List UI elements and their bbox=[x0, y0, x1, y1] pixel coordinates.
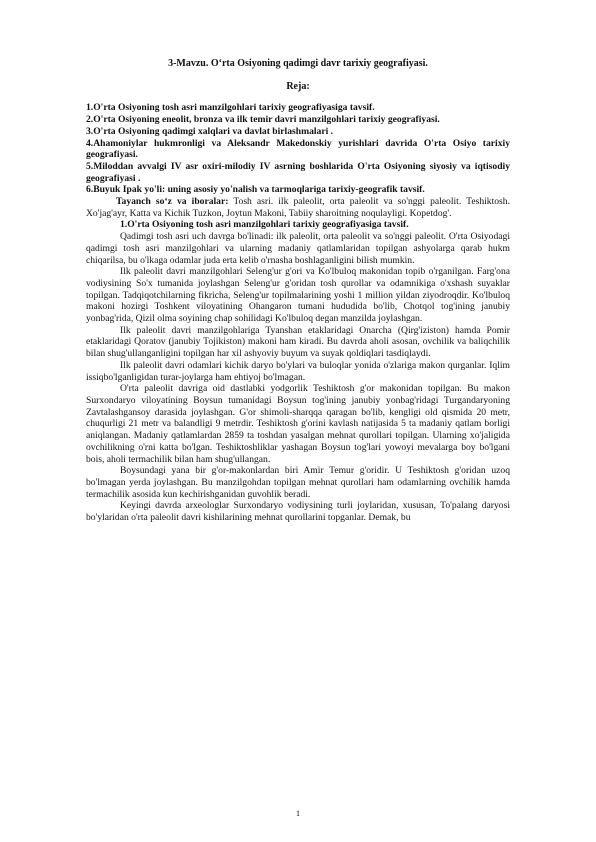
keywords-text: Tosh asri. ilk paleolit, orta paleolit va so'nggi paleolit. Teshiktosh. Xo'jag'ayr, Katta va Kichik Tuzkon, Joytun Makoni, Tabiiy sharoitning noqulayligi. Kopetdog'. bbox=[86, 196, 510, 219]
plan-item-5: 5.Miloddan avvalgi IV asr oxiri-milodiy IV asrning boshlarida O'rta Osiyoning siyosiy va iqtisodiy geografiyasi . bbox=[86, 160, 510, 184]
document-title: 3-Mavzu. O‘rta Osiyoning qadimgi davr tarixiy geografiyasi. bbox=[168, 58, 428, 69]
section-title: 1.O'rta Osiyoning tosh asri manzilgohlari tarixiy geografiyasiga tavsif. bbox=[120, 219, 409, 231]
plan-item-2: 2.O'rta Osiyoning eneolit, bronza va ilk temir davri manzilgohlari tarixiy geografiyasi. bbox=[86, 114, 440, 126]
keywords-label: Tayanch so‘z va iboralar: bbox=[116, 196, 229, 208]
body-paragraph-3: Ilk paleolit davri manzilgohlariga Tyanshan etaklaridagi Onarcha (Qirg'iziston) hamda Pomir etaklaridagi Qoratov (janubiy Tojikiston) makoni ham kiradi. Bu davrda aholi asosan, ovchilik va baliqchilik bilan shug'ullanganligini topilgan har xil ashyoviy buyum va suyak qoldiqlari tasdiqlaydi. bbox=[86, 324, 510, 360]
plan-item-6: 6.Buyuk Ipak yo'li: uning asosiy yo'nalish va tarmoqlariga tarixiy-geografik tavsif. bbox=[86, 184, 425, 196]
plan-heading: Reja: bbox=[286, 80, 310, 92]
plan-item-4: 4.Ahamoniylar hukmronligi va Aleksandr Makedonskiy yurishlari davrida O'rta Osiyo tarixiy geografiyasi. bbox=[86, 137, 510, 161]
body-paragraph-7: Keyingi davrda arxeologlar Surxondaryo vodiysining turli joylaridan, xususan, To'palang daryosi bo'ylaridan o'rta paleolit davri kishilarining mehnat qurollarini topganlar. Demak, bu bbox=[86, 500, 510, 524]
body-paragraph-5: O'rta paleolit davriga oid dastlabki yodgorlik Teshiktosh g'or makonidan topilgan. Bu makon Surxondaryo viloyatining Boysun tumanidagi Boysun tog'ining janubiy yonbag'ridagi Turgandaryoning Zavtalashgansoy darasida joylashgan. G'or shimoli-sharqqa qaragan bo'lib, kengligi old qismida 20 metr, chuqurligi 21 metr va balandligi 9 metrdir. Teshiktosh g'orini kavlash natijasida 5 ta madaniy qatlam borligi aniqlangan. Madaniy qatlamlardan 2859 ta toshdan yasalgan mehnat qurollari topilgan. Ularning xo'jaligida ovchilikning o'rni katta bo'lgan. Teshiktoshliklar yashagan Boysun tog'lari yowoyi mevalarga boy bo'lgani bois, aholi termachilik bilan ham shug'ullangan. bbox=[86, 383, 510, 465]
page-number: 1 bbox=[295, 808, 301, 818]
body-paragraph-2: Ilk paleolit davri manzilgohlari Seleng'ur g'ori va Ko'lbuloq makonidan topib o'rganilgan. Farg'ona vodiysining So'x tumanida joylashgan Seleng'ur g'oridan tosh qurollar va odamnikiga o'xshash suyaklar topilgan. Tadqiqotchilarning fikricha, Seleng'ur topilmalarining yoshi 1 million yildan ziyodroqdir. Ko'lbuloq makoni hozirgi Toshkent viloyatining Ohangaron tumani hududida bo'lib, Chotqol tog'ining janubiy yonbag'rida, Qizil olma soyining chap sohilidagi Ko'lbuloq degan manzilda joylashgan. bbox=[86, 266, 510, 325]
body-paragraph-1: Qadimgi tosh asri uch davrga bo'linadi: ilk paleolit, orta paleolit va so'nggi paleolit. O'rta Osiyodagi qadimgi tosh asri manzilgohlari va ularning madaniy qatlamlaridan topilgan ashyolarga qarab hukm chiqarilsa, bu o'lkaga odamlar juda erta kelib o'rnasha boshlaganligini bilish mumkin. bbox=[86, 231, 510, 266]
body-paragraph-6: Boysundagi yana bir g'or-makonlardan biri Amir Temur g'oridir. U Teshiktosh g'oridan uzoq bo'lmagan yerda joylashgan. Bu manzilgohdan topilgan mehnat qurollari ham odamlarning ovchilik hamda termachilik asosida kun kechirishganidan guvohlik beradi. bbox=[86, 465, 510, 500]
plan-item-3: 3.O'rta Osiyoning qadimgi xalqlari va davlat birlashmalari . bbox=[86, 125, 334, 137]
body-paragraph-4: Ilk paleolit davri odamlari kichik daryo bo'ylari va buloqlar yonida o'zlariga makon qurganlar. Iqlim issiqbo'lganligidan turar-joylarga ham ehtiyoj bo'lmagan. bbox=[86, 359, 510, 383]
keywords-paragraph bbox=[86, 196, 510, 219]
document-page bbox=[86, 58, 510, 524]
plan-item-1: 1.O'rta Osiyoning tosh asri manzilgohlari tarixiy geografiyasiga tavsif. bbox=[86, 102, 375, 114]
